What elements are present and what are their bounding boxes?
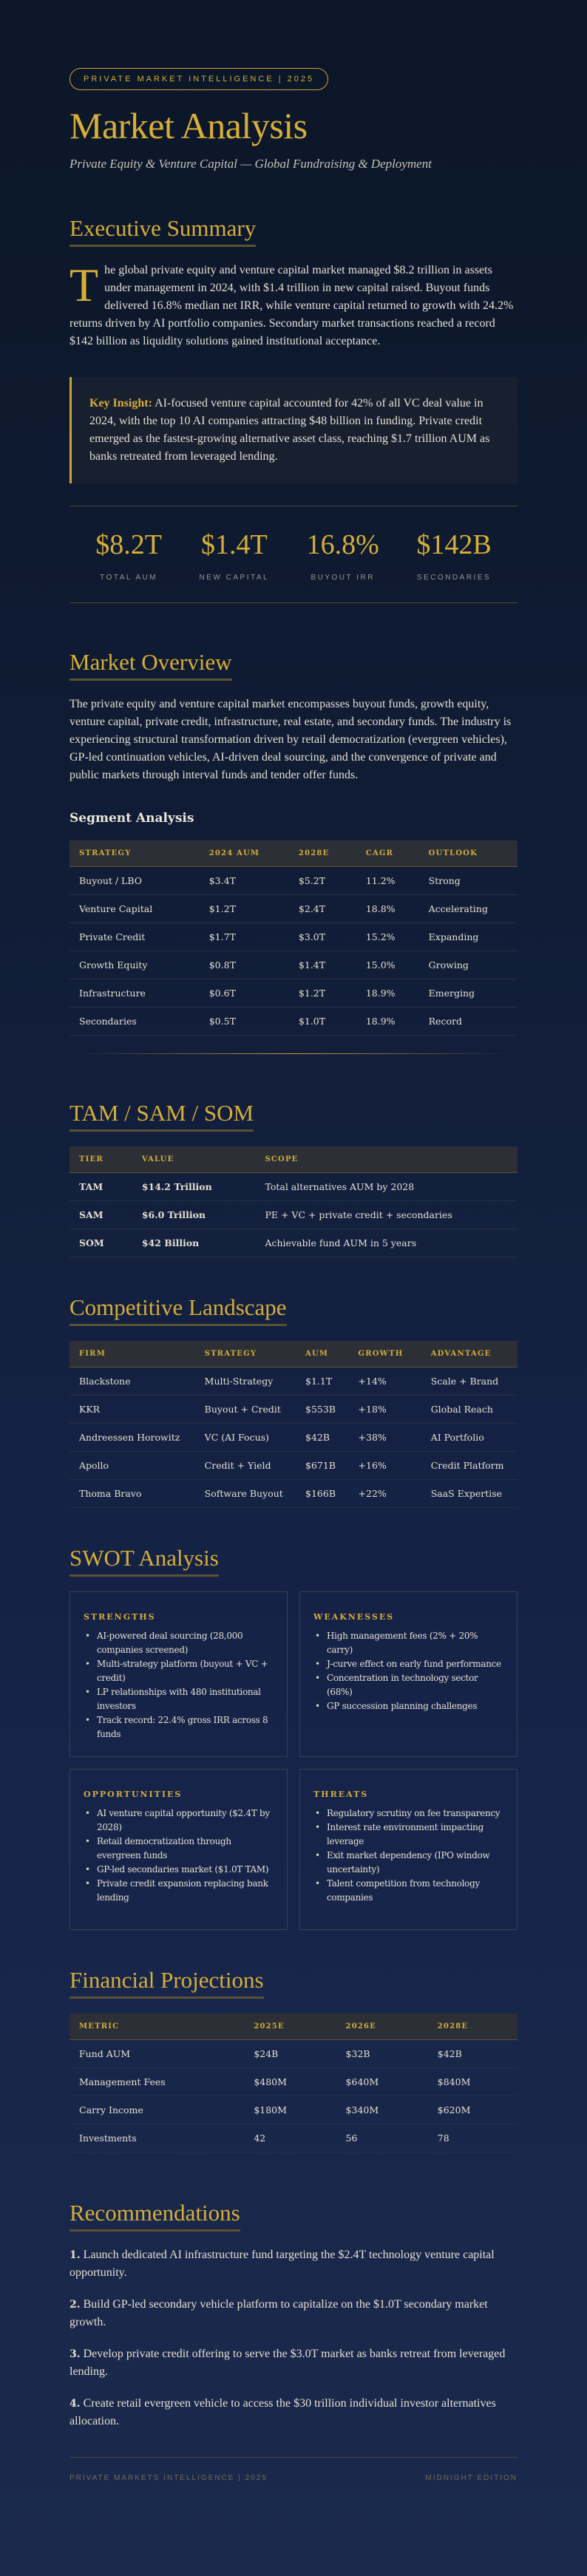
table-cell: $42 Billion	[132, 1229, 256, 1257]
stat-label: NEW CAPITAL	[199, 574, 270, 582]
list-item: • High management fees (2% + 20% carry)	[313, 1629, 503, 1657]
swot-list	[84, 1807, 274, 1905]
list-item: • Retail democratization through evergreen funds	[84, 1835, 274, 1863]
table-row	[69, 2040, 518, 2068]
table-cell: +38%	[349, 1424, 421, 1452]
table-cell: Software Buyout	[195, 1480, 296, 1508]
swot-list	[313, 1807, 503, 1905]
table-cell: Buyout + Credit	[195, 1396, 296, 1424]
recommendation-item	[69, 2246, 518, 2282]
table-cell: SOM	[69, 1229, 132, 1257]
page-title: Market Analysis	[69, 105, 308, 146]
segment-analysis-heading: Segment Analysis	[69, 811, 194, 826]
stat-label: BUYOUT IRR	[311, 574, 375, 582]
table-row	[69, 1367, 518, 1396]
recommendation-number: 2.	[69, 2299, 81, 2311]
list-item: • Concentration in technology sector (68%)	[313, 1671, 503, 1699]
stat-label: SECONDARIES	[416, 574, 492, 582]
swot-list	[313, 1629, 503, 1713]
table-cell: Strong	[419, 867, 518, 895]
footer-left-text: PRIVATE MARKETS INTELLIGENCE | 2025	[69, 2474, 268, 2482]
table-cell: $1.4T	[289, 951, 356, 979]
stat-value: 16.8%	[306, 529, 379, 560]
table-row	[69, 2124, 518, 2152]
key-insight-callout	[69, 377, 518, 483]
table-cell: +14%	[349, 1367, 421, 1396]
table-cell: +18%	[349, 1396, 421, 1424]
financial-projections-section	[69, 1965, 518, 2152]
table-cell: $14.2 Trillion	[132, 1173, 256, 1201]
column-header: VALUE	[132, 1146, 256, 1173]
swot-card-title: OPPORTUNITIES	[84, 1790, 183, 1799]
swot-opportunities-card	[69, 1769, 288, 1930]
table-cell: Global Reach	[421, 1396, 518, 1424]
swot-grid	[69, 1591, 518, 1930]
list-item: • Talent competition from technology companies	[313, 1877, 503, 1905]
list-item: • LP relationships with 480 institutional investors	[84, 1685, 274, 1713]
section-heading: TAM / SAM / SOM	[69, 1098, 254, 1132]
table-cell: $0.5T	[200, 1007, 289, 1036]
table-cell: 18.8%	[356, 895, 419, 923]
table-cell: Expanding	[419, 923, 518, 951]
list-item: • AI venture capital opportunity ($2.4T by 2028)	[84, 1807, 274, 1835]
table-cell: Investments	[69, 2124, 244, 2152]
list-item: • J-curve effect on early fund performance	[313, 1657, 503, 1671]
table-row	[69, 1424, 518, 1452]
column-header: STRATEGY	[195, 1341, 296, 1367]
swot-strengths-card	[69, 1591, 288, 1757]
table-cell: $5.2T	[289, 867, 356, 895]
list-item: • GP-led secondaries market ($1.0T TAM)	[84, 1863, 274, 1877]
swot-card-title: WEAKNESSES	[313, 1612, 395, 1622]
table-cell: Thoma Bravo	[69, 1480, 195, 1508]
table-cell: $2.4T	[289, 895, 356, 923]
table-cell: Infrastructure	[69, 979, 200, 1007]
competitive-landscape-section	[69, 1293, 518, 1508]
table-cell: 18.9%	[356, 1007, 419, 1036]
table-cell: Private Credit	[69, 923, 200, 951]
recommendation-number: 4.	[69, 2398, 81, 2410]
table-header-row	[69, 1146, 518, 1173]
tam-sam-som-section	[69, 1098, 518, 1257]
table-cell: +16%	[349, 1452, 421, 1480]
list-item: • Exit market dependency (IPO window uncertainty)	[313, 1849, 503, 1877]
table-cell: +22%	[349, 1480, 421, 1508]
table-cell: $180M	[244, 2096, 336, 2124]
stat-value: $8.2T	[95, 529, 162, 560]
table-row	[69, 1173, 518, 1201]
table-row	[69, 1229, 518, 1257]
column-header: 2026E	[336, 2013, 428, 2040]
column-header: GROWTH	[349, 1341, 421, 1367]
table-cell: Total alternatives AUM by 2028	[255, 1173, 518, 1201]
section-heading: Executive Summary	[69, 214, 256, 247]
column-header: METRIC	[69, 2013, 244, 2040]
table-cell: Apollo	[69, 1452, 195, 1480]
column-header: STRATEGY	[69, 840, 200, 867]
stat-value: $1.4T	[200, 529, 268, 560]
table-cell: Andreessen Horowitz	[69, 1424, 195, 1452]
list-item: • Private credit expansion replacing bank lending	[84, 1877, 274, 1905]
list-item: • Multi-strategy platform (buyout + VC + credit)	[84, 1657, 274, 1685]
footer-edition-text: MIDNIGHT EDITION	[425, 2474, 518, 2482]
column-header: 2028E	[428, 2013, 518, 2040]
column-header: 2028E	[289, 840, 356, 867]
report-header	[69, 68, 518, 173]
table-row	[69, 1480, 518, 1508]
report-footer	[69, 2457, 518, 2487]
swot-card-title: THREATS	[313, 1790, 369, 1799]
table-row	[69, 2096, 518, 2124]
table-cell: $166B	[296, 1480, 349, 1508]
list-item: • Track record: 22.4% gross IRR across 8 funds	[84, 1713, 274, 1741]
table-cell: $1.1T	[296, 1367, 349, 1396]
segment-table	[69, 840, 518, 1036]
column-header: CAGR	[356, 840, 419, 867]
table-row	[69, 2068, 518, 2096]
table-cell: $840M	[428, 2068, 518, 2096]
stat-new-capital	[200, 529, 270, 583]
table-cell: $24B	[244, 2040, 336, 2068]
recommendation-item	[69, 2395, 518, 2430]
list-item: • Regulatory scrutiny on fee transparency	[313, 1807, 503, 1821]
market-overview-section	[69, 648, 518, 1054]
table-cell: $3.0T	[289, 923, 356, 951]
table-cell: KKR	[69, 1396, 195, 1424]
table-cell: Scale + Brand	[421, 1367, 518, 1396]
table-cell: 18.9%	[356, 979, 419, 1007]
recommendation-item	[69, 2296, 518, 2331]
section-heading: Financial Projections	[69, 1965, 264, 1999]
table-cell: Carry Income	[69, 2096, 244, 2124]
table-cell: 15.0%	[356, 951, 419, 979]
column-header: TIER	[69, 1146, 132, 1173]
recommendation-text: Launch dedicated AI infrastructure fund targeting the $2.4T technology venture capital opportunity.	[69, 2249, 495, 2279]
executive-summary-section	[69, 214, 518, 603]
table-cell: $1.2T	[200, 895, 289, 923]
table-cell: Venture Capital	[69, 895, 200, 923]
table-cell: Emerging	[419, 979, 518, 1007]
table-cell: Achievable fund AUM in 5 years	[255, 1229, 518, 1257]
table-cell: $42B	[296, 1424, 349, 1452]
table-cell: VC (AI Focus)	[195, 1424, 296, 1452]
swot-card-title: STRENGTHS	[84, 1612, 156, 1622]
section-divider	[74, 1053, 513, 1054]
key-insight-text: AI-focused venture capital accounted for 42% of all VC deal value in 2024, with the top 10 AI companies attracting $48 billion in funding. Private credit emerged as the fastest-growing alternative asset class, reaching $1.7 trillion AUM as banks retreated from leveraged lending.	[89, 397, 490, 463]
table-cell: Management Fees	[69, 2068, 244, 2096]
table-cell: $1.2T	[289, 979, 356, 1007]
table-cell: Buyout / LBO	[69, 867, 200, 895]
page-subtitle: Private Equity & Venture Capital — Global Fundraising & Deployment	[69, 157, 432, 171]
table-cell: $1.0T	[289, 1007, 356, 1036]
column-header: ADVANTAGE	[421, 1341, 518, 1367]
stat-buyout-irr	[307, 529, 379, 583]
table-row	[69, 1007, 518, 1036]
table-row	[69, 1396, 518, 1424]
table-cell: 15.2%	[356, 923, 419, 951]
competitive-table	[69, 1341, 518, 1508]
table-cell: $671B	[296, 1452, 349, 1480]
table-cell: $42B	[428, 2040, 518, 2068]
table-cell: $340M	[336, 2096, 428, 2124]
table-cell: Growth Equity	[69, 951, 200, 979]
recommendation-number: 3.	[69, 2348, 81, 2360]
table-row	[69, 979, 518, 1007]
table-cell: Fund AUM	[69, 2040, 244, 2068]
table-cell: AI Portfolio	[421, 1424, 518, 1452]
table-cell: Secondaries	[69, 1007, 200, 1036]
table-cell: Credit + Yield	[195, 1452, 296, 1480]
column-header: 2024 AUM	[200, 840, 289, 867]
column-header: OUTLOOK	[419, 840, 518, 867]
section-heading: Recommendations	[69, 2198, 240, 2232]
tam-sam-som-table	[69, 1146, 518, 1257]
table-cell: $480M	[244, 2068, 336, 2096]
column-header: AUM	[296, 1341, 349, 1367]
list-item: • Interest rate environment impacting leverage	[313, 1821, 503, 1849]
section-heading: Market Overview	[69, 648, 232, 681]
table-cell: 11.2%	[356, 867, 419, 895]
table-cell: $620M	[428, 2096, 518, 2124]
table-cell: $1.7T	[200, 923, 289, 951]
table-cell: Multi-Strategy	[195, 1367, 296, 1396]
table-cell: TAM	[69, 1173, 132, 1201]
table-row	[69, 951, 518, 979]
financial-projections-table	[69, 2013, 518, 2152]
column-header: SCOPE	[255, 1146, 518, 1173]
recommendation-text: Build GP-led secondary vehicle platform to capitalize on the $1.0T secondary market growth.	[69, 2298, 488, 2328]
swot-section	[69, 1543, 518, 1930]
table-cell: 42	[244, 2124, 336, 2152]
table-row	[69, 1452, 518, 1480]
stat-value: $142B	[416, 529, 492, 560]
recommendation-text: Create retail evergreen vehicle to access the $30 trillion individual investor alternatives allocation.	[69, 2397, 496, 2427]
table-cell: SaaS Expertise	[421, 1480, 518, 1508]
swot-weaknesses-card	[299, 1591, 518, 1757]
market-overview-paragraph: The private equity and venture capital market encompasses buyout funds, growth equity, venture capital, private credit, infrastructure, real estate, and secondary funds. The industry is experiencing structural transformation driven by retail democratization (evergreen vehicles), GP-led continuation vehicles, AI-driven deal sourcing, and the convergence of private and public markets through interval funds and tender offer funds.	[69, 698, 512, 781]
table-header-row	[69, 2013, 518, 2040]
table-header-row	[69, 840, 518, 867]
key-insight-label: Key Insight:	[89, 397, 152, 409]
table-cell: $0.6T	[200, 979, 289, 1007]
table-cell: $640M	[336, 2068, 428, 2096]
table-cell: $553B	[296, 1396, 349, 1424]
stat-label: TOTAL AUM	[100, 574, 158, 582]
recommendation-number: 1.	[69, 2249, 81, 2261]
recommendation-text: Develop private credit offering to serve the $3.0T market as banks retreat from leveraged lending.	[69, 2348, 506, 2378]
executive-summary-paragraph	[69, 259, 518, 350]
stat-secondaries	[416, 529, 491, 583]
recommendations-section	[69, 2198, 518, 2430]
table-cell: Blackstone	[69, 1367, 195, 1396]
table-cell: $6.0 Trillion	[132, 1201, 256, 1229]
recommendation-item	[69, 2345, 518, 2381]
table-cell: $32B	[336, 2040, 428, 2068]
list-item: • GP succession planning challenges	[313, 1699, 503, 1713]
table-cell: Growing	[419, 951, 518, 979]
stats-row	[69, 506, 518, 603]
summary-text: he global private equity and venture capital market managed $8.2 trillion in assets under management in 2024, with $1.4 trillion in new capital raised. Buyout funds delivered 16.8% median net IRR, while venture capital returned to growth with 24.2% returns driven by AI portfolio companies. Secondary market transactions reached a record $142 billion as liquidity solutions gained institutional acceptance.	[69, 264, 514, 347]
list-item: • AI-powered deal sourcing (28,000 companies screened)	[84, 1629, 274, 1657]
swot-threats-card	[299, 1769, 518, 1930]
section-heading: SWOT Analysis	[69, 1543, 219, 1577]
table-cell: Accelerating	[419, 895, 518, 923]
table-cell: 56	[336, 2124, 428, 2152]
table-row	[69, 895, 518, 923]
report-badge: PRIVATE MARKET INTELLIGENCE | 2025	[69, 68, 328, 90]
table-cell: Record	[419, 1007, 518, 1036]
column-header: FIRM	[69, 1341, 195, 1367]
table-row	[69, 867, 518, 895]
section-heading: Competitive Landscape	[69, 1293, 287, 1326]
table-row	[69, 923, 518, 951]
table-cell: $3.4T	[200, 867, 289, 895]
table-cell: PE + VC + private credit + secondaries	[255, 1201, 518, 1229]
drop-cap: T	[69, 259, 99, 311]
table-cell: $0.8T	[200, 951, 289, 979]
table-cell: 78	[428, 2124, 518, 2152]
table-cell: Credit Platform	[421, 1452, 518, 1480]
table-row	[69, 1201, 518, 1229]
column-header: 2025E	[244, 2013, 336, 2040]
table-header-row	[69, 1341, 518, 1367]
table-cell: SAM	[69, 1201, 132, 1229]
swot-list	[84, 1629, 274, 1741]
stat-total-aum	[95, 529, 162, 583]
